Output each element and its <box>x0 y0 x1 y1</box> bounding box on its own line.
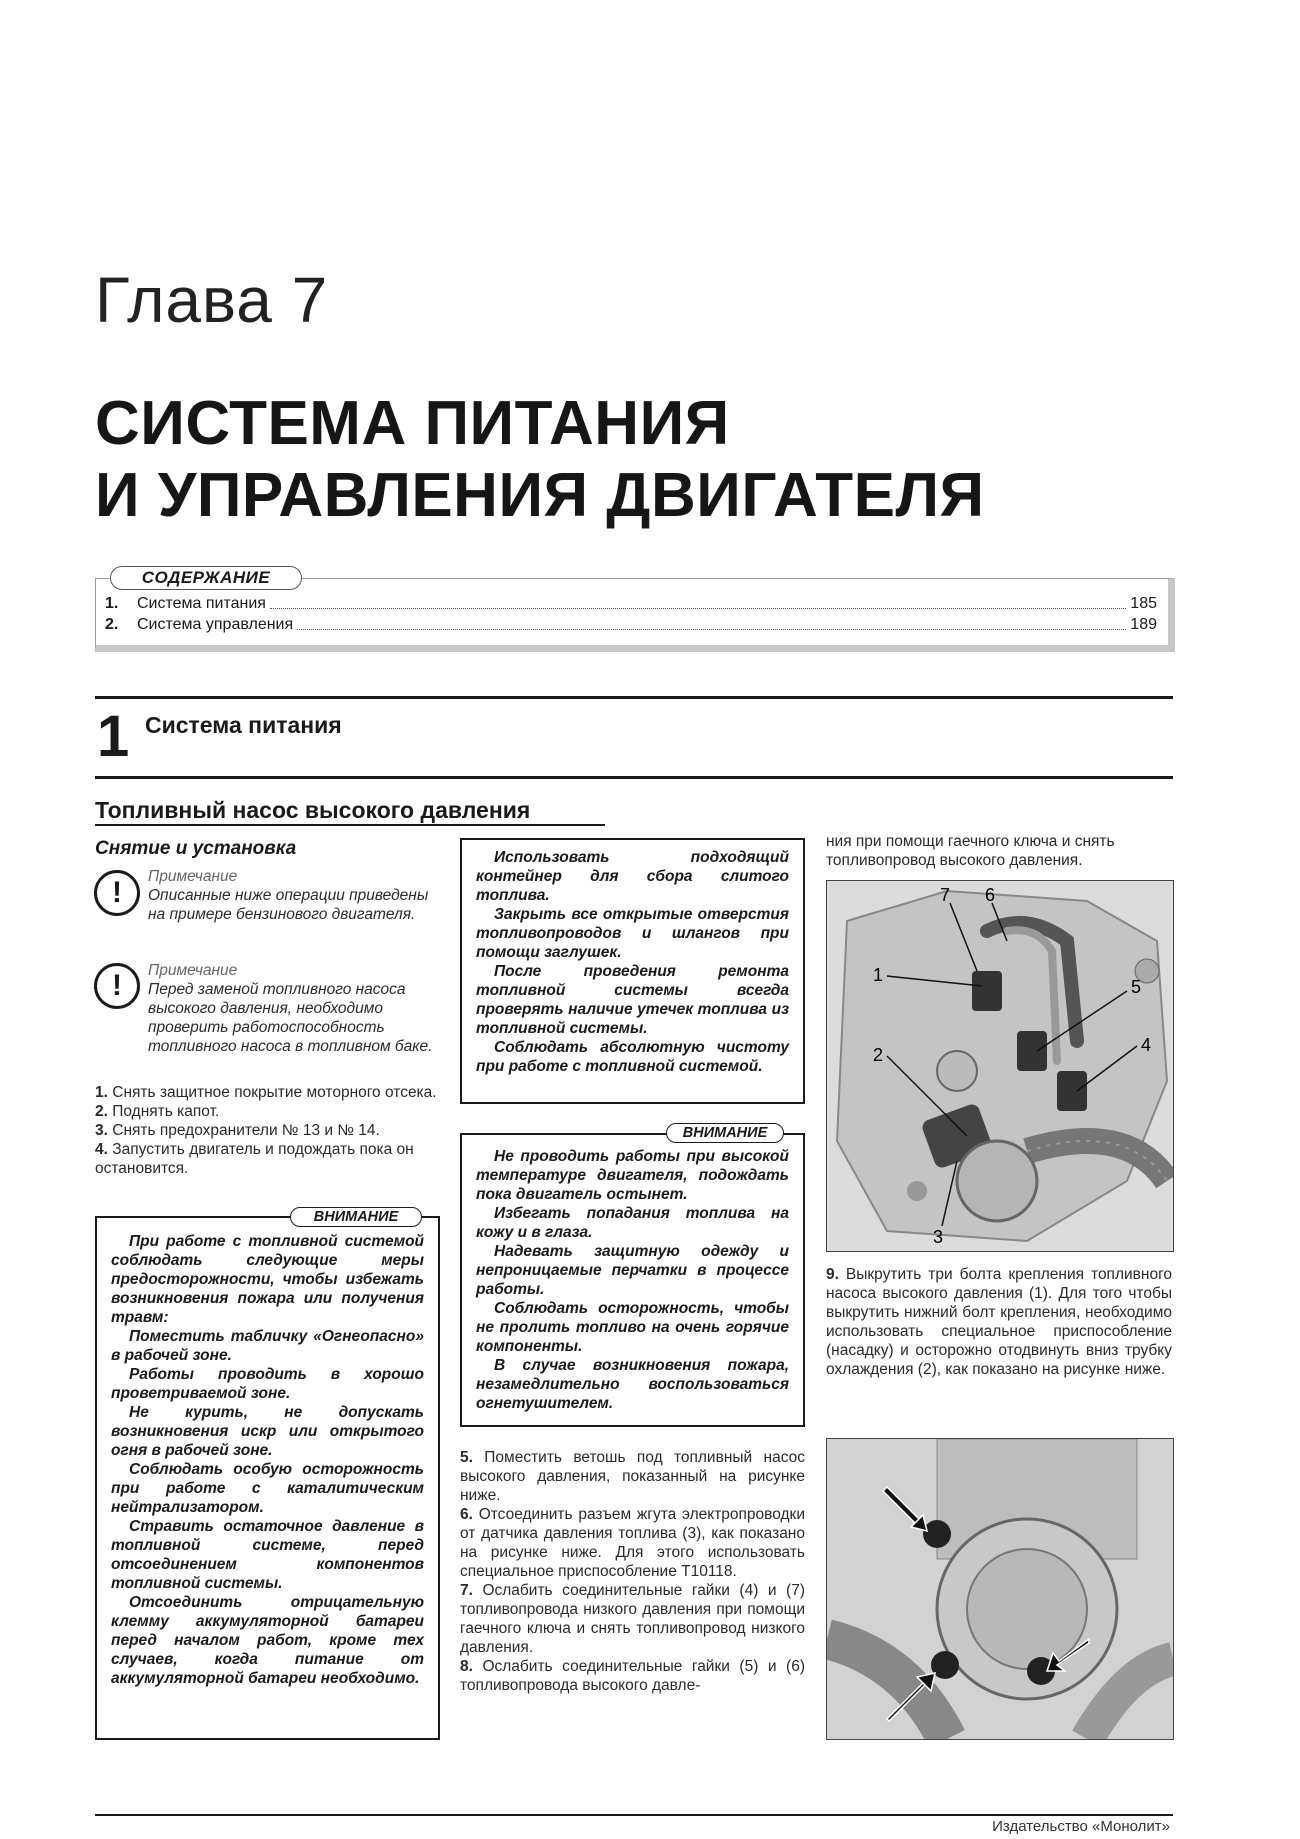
figure-label: 7 <box>940 885 951 905</box>
warning-label: ВНИМАНИЕ <box>666 1123 784 1143</box>
step-item: 7. Ослабить соединительные гайки (4) и (7) топливопровода низкого давления при помощи гаечного ключа и снять топливопровод низкого давления. <box>460 1582 805 1656</box>
section-title: Система питания <box>145 712 342 738</box>
note <box>148 962 448 1056</box>
fuel-pump-figure <box>826 880 1174 1252</box>
chapter-label: Глава 7 <box>95 264 329 336</box>
warning-text: При работе с топливной системой соблюдать следующие меры предосторожности, чтобы избежать возникновения пожара или получения травм: Поместить табличку «Огнеопасно» в рабочей зоне. Работы проводить в хорошо проветриваемой зоне. Не курить, не допускать возникновения искр или открытого огня в рабочей зоне. Соблюдать особую осторожность при работе с каталитическим нейтрализатором. Стравить остаточное давление в топливной системе, перед отсоединением компонентов топливной системы. Отсоединить отрицательную клемму аккумуляторной батареи перед началом работ, кроме тех случаев, когда питание от аккумуляторной батареи необходимо. <box>111 1233 424 1687</box>
bolt-icon <box>923 1520 951 1548</box>
exclamation-icon: ! <box>94 963 140 1009</box>
note-text: Описанные ниже операции приведены на примере бензинового двигателя. <box>148 887 429 923</box>
steps-list <box>460 1448 805 1695</box>
footer-publisher: Издательство «Монолит» <box>992 1818 1170 1835</box>
toc-leader <box>297 629 1126 630</box>
figure-label: 5 <box>1131 977 1142 997</box>
step-item: 9. Выкрутить три болта крепления топливного насоса высокого давления (1). Для того чтобы выкрутить нижний болт крепления, необходимо использовать специальное приспособление (насадку) и осторожно отодвинуть вниз трубку охлаждения (2), как показано на рисунке ниже. <box>826 1266 1173 1378</box>
figure-label: 4 <box>1141 1035 1152 1055</box>
exclamation-icon: ! <box>94 870 140 916</box>
step-item: 1. Снять защитное покрытие моторного отсека. <box>95 1084 437 1101</box>
steps-list <box>95 1083 440 1178</box>
toc-item-number: 2. <box>105 616 119 633</box>
chapter-title-line-2: И УПРАВЛЕНИЯ ДВИГАТЕЛЯ <box>95 461 985 530</box>
note <box>148 868 448 924</box>
pump-bolts-figure <box>826 1438 1174 1740</box>
toc-item-page: 189 <box>1130 616 1157 633</box>
figure-label: 6 <box>985 885 996 905</box>
warning-text: Не проводить работы при высокой температуре двигателя, подождать пока двигатель остынет. Избегать попадания топлива на кожу и в глаза. Надевать защитную одежду и непроницаемые перчатки в процессе работы. Соблюдать осторожность, чтобы не пролить топливо на очень горячие компоненты. В случае возникновения пожара, незамедлительно воспользоваться огнетушителем. <box>476 1148 789 1412</box>
toc-item-label: Система питания <box>137 595 266 612</box>
step-item: 8. Ослабить соединительные гайки (5) и (6) топливопровода высокого давле- <box>460 1658 805 1694</box>
figure-label: 2 <box>873 1045 884 1065</box>
fuel-pump-illustration <box>827 881 1173 1251</box>
step-item: 5. Поместить ветошь под топливный насос высокого давления, показанный на рисунке ниже. <box>460 1449 805 1504</box>
toc-heading: СОДЕРЖАНИЕ <box>110 566 302 590</box>
section-number: 1 <box>97 704 130 769</box>
step-item: 2. Поднять капот. <box>95 1103 220 1120</box>
figure-label: 1 <box>873 965 884 985</box>
section-top-rule <box>95 696 1173 699</box>
caution-text: Использовать подходящий контейнер для сбора слитого топлива. Закрыть все открытые отверстия топливопроводов и шлангов при помощи заглушек. После проведения ремонта топливной системы всегда проверять наличие утечек топлива из топливной системы. Соблюдать абсолютную чистоту при работе с топливной системой. <box>476 849 789 1075</box>
warning-label: ВНИМАНИЕ <box>290 1207 422 1227</box>
subsection-rule <box>95 824 605 826</box>
chapter-title-line-1: СИСТЕМА ПИТАНИЯ <box>95 389 730 458</box>
step-item: 4. Запустить двигатель и подождать пока он остановится. <box>95 1141 414 1177</box>
section-bottom-rule <box>95 776 1173 779</box>
toc-item-page: 185 <box>1130 595 1157 612</box>
toc-item-number: 1. <box>105 595 119 612</box>
warning-box <box>95 1216 440 1740</box>
caution-box <box>460 838 805 1104</box>
step-item: 6. Отсоединить разъем жгута электропроводки от датчика давления топлива (3), как показано на рисунке ниже. Для этого использовать специальное приспособление T10118. <box>460 1506 805 1580</box>
step-item: 3. Снять предохранители № 13 и № 14. <box>95 1122 380 1139</box>
subsection-title: Топливный насос высокого давления <box>95 797 531 823</box>
warning-box <box>460 1133 805 1427</box>
toc-leader <box>270 608 1126 609</box>
note-label: Примечание <box>148 962 238 979</box>
toc-item[interactable] <box>105 614 1157 634</box>
chapter-title <box>95 388 985 532</box>
pump-bolts-illustration <box>827 1439 1173 1739</box>
continued-text: ния при помощи гаечного ключа и снять топливопровод высокого давления. <box>826 833 1115 869</box>
subsubsection-title: Снятие и установка <box>95 838 297 859</box>
note-label: Примечание <box>148 868 238 885</box>
toc-item-label: Система управления <box>137 616 294 633</box>
note-text: Перед заменой топливного насоса высокого давления, необходимо проверить работоспособность топливного насоса в топливном баке. <box>148 981 433 1055</box>
footer-rule <box>95 1814 1173 1816</box>
figure-label: 3 <box>933 1227 944 1247</box>
toc-item[interactable] <box>105 593 1157 613</box>
